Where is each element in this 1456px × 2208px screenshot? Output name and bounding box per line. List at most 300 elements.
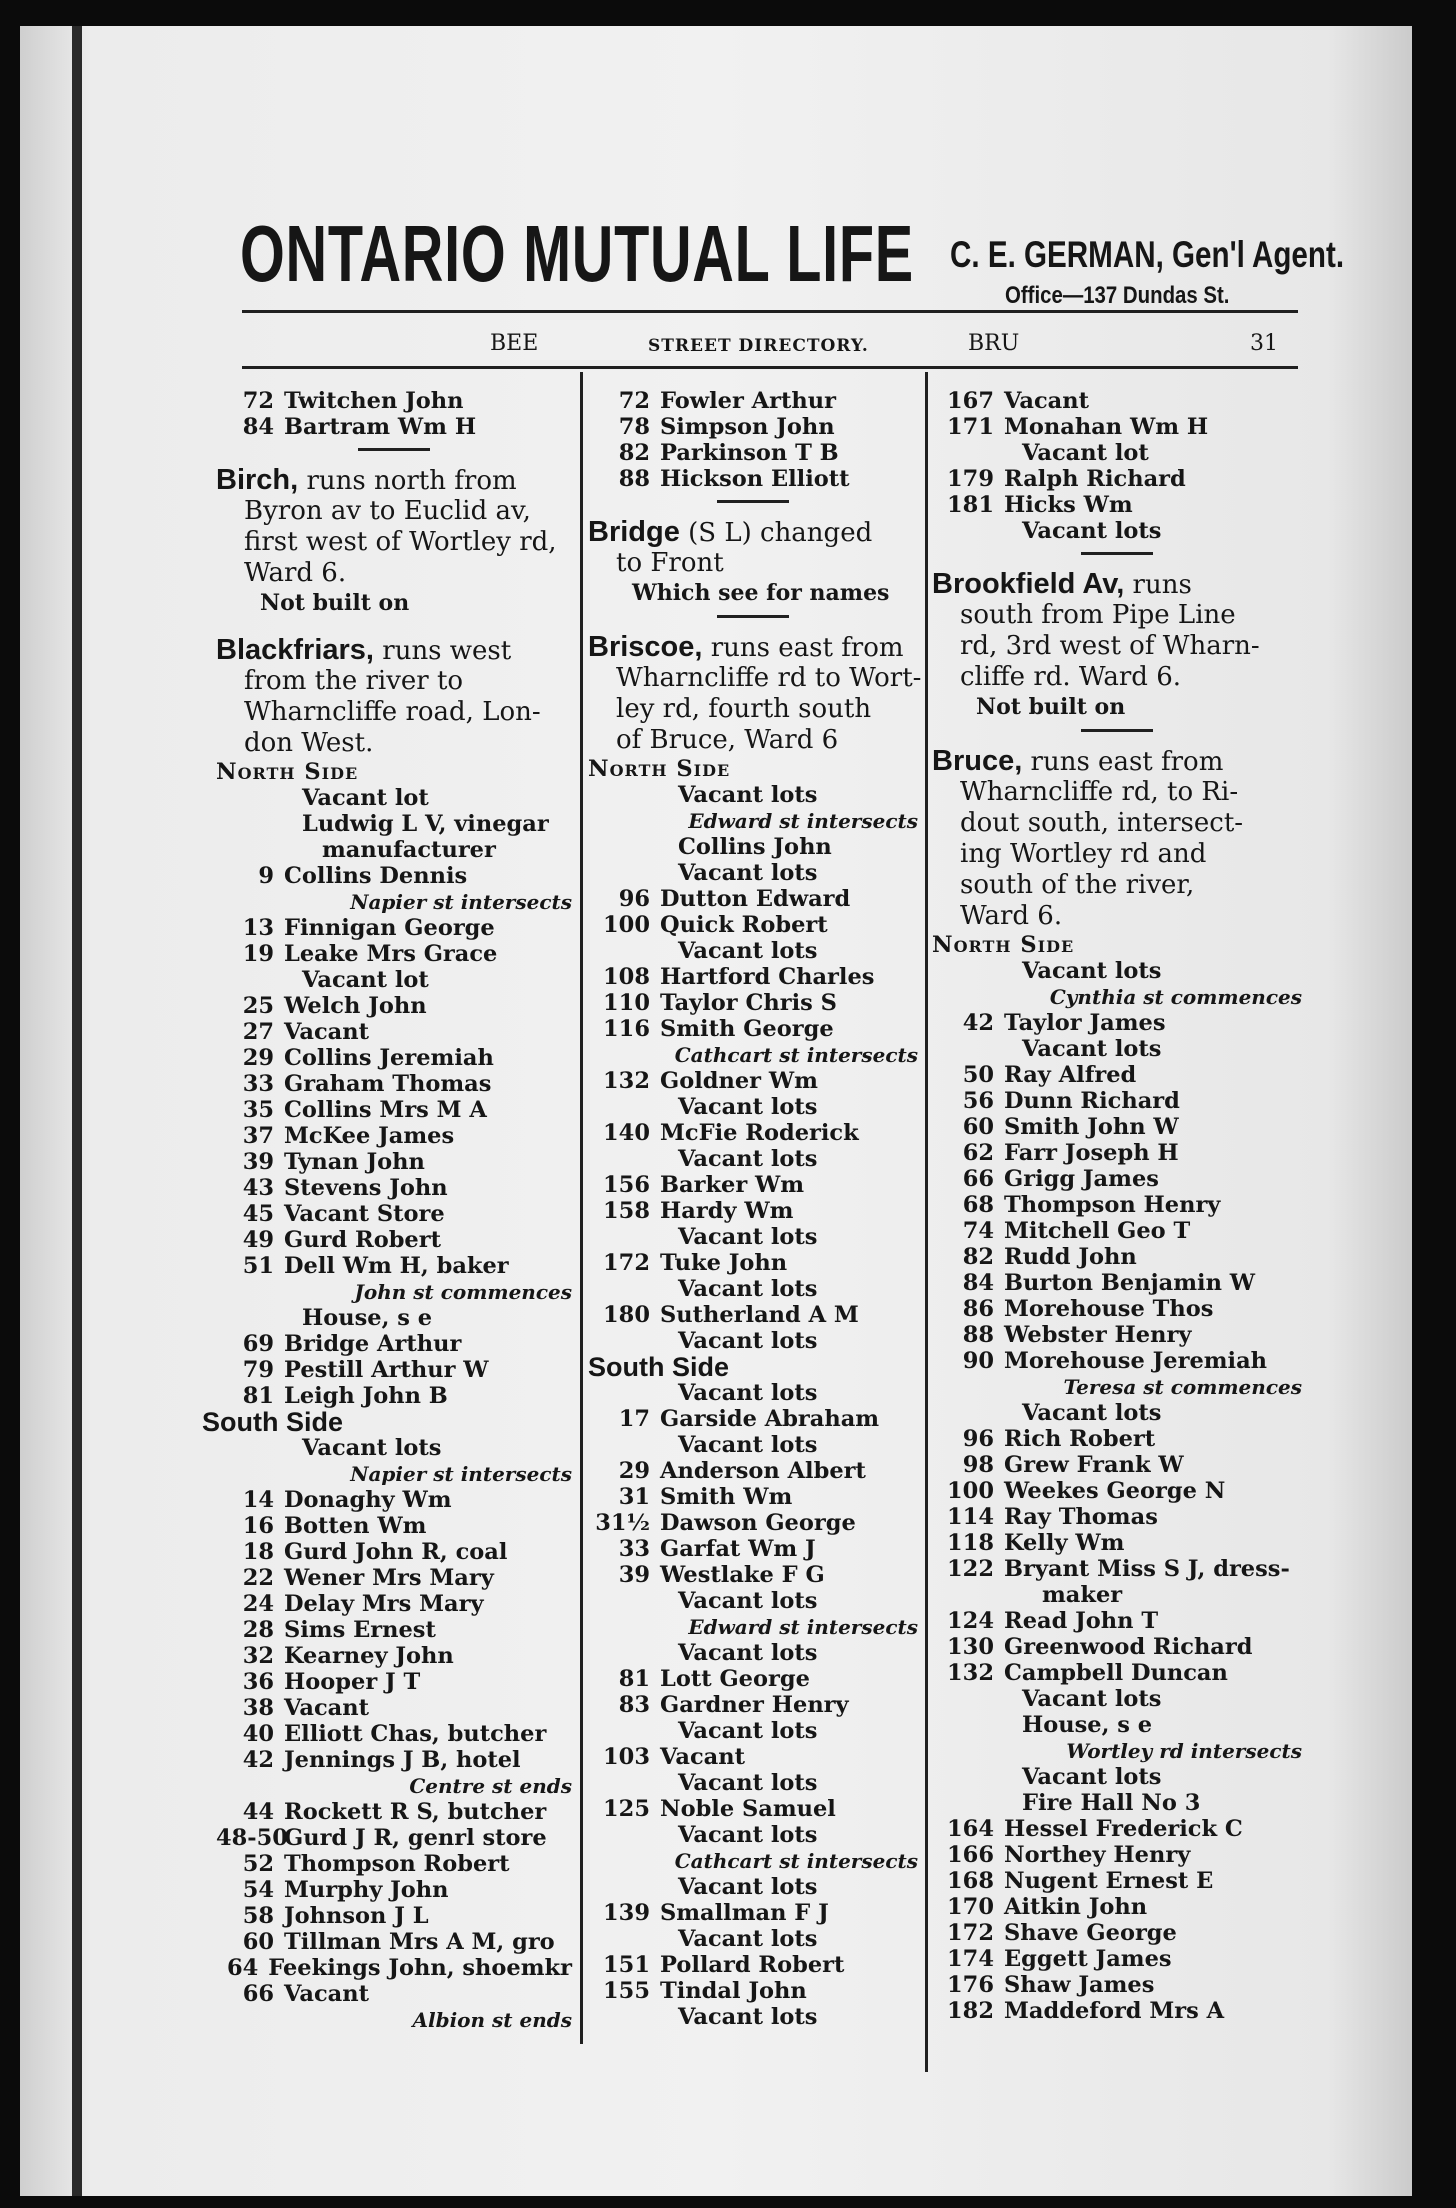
directory-listing: [932, 1868, 1302, 1894]
house-number: 122: [947, 1556, 994, 1582]
street-description: don West.: [244, 728, 374, 758]
directory-listing: [588, 1224, 918, 1250]
directory-listing: [588, 1536, 918, 1562]
street-description: to Front: [616, 548, 724, 578]
house-number: 166: [947, 1842, 994, 1868]
directory-listing: [932, 1998, 1302, 2024]
entry-separator: [717, 500, 789, 503]
directory-listing: [588, 834, 918, 860]
directory-listing: [932, 1504, 1302, 1530]
street-description: south from Pipe Line: [960, 600, 1236, 630]
directory-listing: [932, 1842, 1302, 1868]
directory-listing: [588, 938, 918, 964]
resident-name: Vacant lots: [678, 1276, 818, 1302]
directory-listing: [932, 1530, 1302, 1556]
resident-name: Lott George: [660, 1666, 810, 1692]
house-number: 167: [947, 388, 994, 414]
directory-listing: [588, 1484, 918, 1510]
directory-listing: [216, 1669, 572, 1695]
directory-listing: [932, 1270, 1302, 1296]
cross-street-text: Cynthia st commences: [1049, 985, 1302, 1009]
resident-name: Ray Alfred: [1004, 1062, 1137, 1088]
house-number: 51: [242, 1253, 274, 1279]
directory-listing: [216, 915, 572, 941]
side-heading: North Side: [588, 756, 731, 782]
resident-name: Hartford Charles: [660, 964, 875, 990]
directory-listing: [588, 1016, 918, 1042]
resident-name: Leigh John B: [284, 1383, 448, 1409]
resident-name: Collins Jeremiah: [284, 1045, 494, 1071]
house-number: 16: [242, 1513, 274, 1539]
street-description: Wharncliffe road, Lon-: [244, 697, 541, 727]
street-description: rd, 3rd west of Wharn-: [960, 631, 1260, 661]
directory-listing: [588, 440, 918, 466]
directory-listing: [216, 1565, 572, 1591]
directory-listing: [216, 388, 572, 414]
house-number: 140: [603, 1120, 650, 1146]
street-description: of Bruce, Ward 6: [616, 725, 839, 755]
house-number: 88: [618, 466, 650, 492]
resident-name: Ralph Richard: [1004, 466, 1186, 492]
house-number: 52: [242, 1851, 274, 1877]
house-number: 38: [242, 1695, 274, 1721]
street-description: dout south, intersect-: [960, 808, 1244, 838]
street-description: Ward 6.: [960, 901, 1063, 931]
directory-listing: [932, 1816, 1302, 1842]
directory-listing: [216, 1721, 572, 1747]
resident-name: Graham Thomas: [284, 1071, 492, 1097]
house-number: 66: [962, 1166, 994, 1192]
directory-listing: [932, 1712, 1302, 1738]
resident-name: Kelly Wm: [1004, 1530, 1125, 1556]
resident-name: Vacant lots: [678, 1770, 818, 1796]
resident-name: Morehouse Thos: [1004, 1296, 1214, 1322]
resident-name: Kearney John: [284, 1643, 454, 1669]
resident-name: Leake Mrs Grace: [284, 941, 498, 967]
resident-name: Dunn Richard: [1004, 1088, 1180, 1114]
directory-listing: [932, 1972, 1302, 1998]
resident-name: Twitchen John: [284, 388, 464, 414]
house-number: 114: [947, 1504, 994, 1530]
directory-listing: [588, 1198, 918, 1224]
cross-street-note: [588, 808, 918, 834]
cross-street-note: [216, 1279, 572, 1305]
cross-street-note: [932, 984, 1302, 1010]
directory-listing: [588, 1458, 918, 1484]
street-name: Bruce,: [932, 745, 1023, 777]
resident-name: Campbell Duncan: [1004, 1660, 1228, 1686]
directory-listing: [932, 1478, 1302, 1504]
street-note: Not built on: [260, 590, 410, 616]
street-description: ley rd, fourth south: [616, 694, 872, 724]
resident-name: Greenwood Richard: [1004, 1634, 1253, 1660]
resident-name: Quick Robert: [660, 912, 828, 938]
house-number: 17: [618, 1406, 650, 1432]
cross-street-note: [588, 1614, 918, 1640]
directory-listing: [216, 941, 572, 967]
street-description: runs north from: [306, 466, 517, 496]
house-number: 42: [962, 1010, 994, 1036]
resident-name: Collins Mrs M A: [284, 1097, 487, 1123]
header-rule-bottom: [242, 366, 1298, 369]
directory-listing: [216, 863, 572, 889]
resident-name: Fire Hall No 3: [1022, 1790, 1201, 1816]
house-number: 39: [242, 1149, 274, 1175]
house-number: 50: [962, 1062, 994, 1088]
house-number: 35: [242, 1097, 274, 1123]
house-number: 22: [242, 1565, 274, 1591]
directory-listing: [216, 1019, 572, 1045]
directory-listing: [932, 1218, 1302, 1244]
directory-listing: [932, 388, 1302, 414]
running-head-center: STREET DIRECTORY.: [648, 336, 869, 356]
resident-name: Hessel Frederick C: [1004, 1816, 1243, 1842]
house-number: 88: [962, 1322, 994, 1348]
column-divider-1: [580, 372, 583, 2044]
directory-listing: [932, 440, 1302, 466]
directory-listing: [588, 466, 918, 492]
street-description: Byron av to Euclid av,: [244, 496, 531, 526]
house-number: 68: [962, 1192, 994, 1218]
cross-street-text: Edward st intersects: [688, 1615, 918, 1639]
street-name: Bridge: [588, 516, 680, 548]
resident-name: Welch John: [284, 993, 427, 1019]
directory-listing: [216, 1591, 572, 1617]
house-number: 37: [242, 1123, 274, 1149]
resident-name: Farr Joseph H: [1004, 1140, 1179, 1166]
resident-name: Vacant lots: [678, 938, 818, 964]
resident-name: Vacant lots: [1022, 1764, 1162, 1790]
street-description: Ward 6.: [244, 558, 347, 588]
house-number: 31: [618, 1484, 650, 1510]
street-entry-bridge: [588, 517, 918, 579]
resident-name: Tuke John: [660, 1250, 788, 1276]
column-3: [932, 388, 1302, 2024]
house-number: 14: [242, 1487, 274, 1513]
page-binding-edge: [72, 26, 82, 2196]
directory-listing: [216, 1123, 572, 1149]
resident-name: Read John T: [1004, 1608, 1159, 1634]
directory-listing: [932, 1556, 1302, 1582]
resident-name: Hooper J T: [284, 1669, 421, 1695]
house-number: 27: [242, 1019, 274, 1045]
resident-name: Vacant lots: [678, 1380, 818, 1406]
directory-listing: [932, 1322, 1302, 1348]
directory-listing: [216, 1539, 572, 1565]
directory-listing: [216, 1331, 572, 1357]
directory-listing: [216, 1227, 572, 1253]
house-number: 69: [242, 1331, 274, 1357]
resident-name: Wener Mrs Mary: [284, 1565, 494, 1591]
resident-name: Smith John W: [1004, 1114, 1179, 1140]
cross-street-text: John st commences: [354, 1280, 572, 1304]
cross-street-note: [588, 1848, 918, 1874]
resident-name: Nugent Ernest E: [1004, 1868, 1214, 1894]
house-number: 83: [618, 1692, 650, 1718]
house-number: 13: [242, 915, 274, 941]
resident-name: Vacant lots: [678, 1146, 818, 1172]
house-number: 90: [962, 1348, 994, 1374]
resident-name: Finnigan George: [284, 915, 495, 941]
resident-name: Pollard Robert: [660, 1952, 845, 1978]
side-heading: South Side: [202, 1407, 343, 1437]
directory-listing: [588, 1068, 918, 1094]
house-number: 9: [258, 863, 274, 889]
street-description: first west of Wortley rd,: [244, 527, 557, 557]
house-number: 151: [603, 1952, 650, 1978]
street-name: Birch,: [216, 464, 299, 496]
cross-street-text: Cathcart st intersects: [674, 1849, 918, 1873]
directory-listing: [216, 1305, 572, 1331]
resident-name: Donaghy Wm: [284, 1487, 452, 1513]
house-number: 130: [947, 1634, 994, 1660]
cross-street-note: [216, 1773, 572, 1799]
directory-listing: [216, 811, 572, 837]
resident-name: Bridge Arthur: [284, 1331, 462, 1357]
directory-listing: [932, 1088, 1302, 1114]
directory-listing: [932, 1400, 1302, 1426]
street-description: runs west: [382, 636, 512, 666]
column-divider-2: [925, 372, 928, 2072]
house-number: 176: [947, 1972, 994, 1998]
resident-name: Smith George: [660, 1016, 834, 1042]
resident-name: Rockett R S, butcher: [284, 1799, 547, 1825]
resident-name: Gurd John R, coal: [284, 1539, 508, 1565]
house-number: 72: [242, 388, 274, 414]
street-entry-birch: [216, 465, 572, 589]
house-number: 81: [242, 1383, 274, 1409]
directory-listing: [932, 1426, 1302, 1452]
directory-listing: [932, 1894, 1302, 1920]
directory-listing: [932, 1764, 1302, 1790]
resident-name: Anderson Albert: [660, 1458, 866, 1484]
entry-separator: [1081, 552, 1153, 555]
resident-name: Vacant lots: [678, 1588, 818, 1614]
house-number: 44: [242, 1799, 274, 1825]
house-number: 118: [947, 1530, 994, 1556]
directory-listing: [588, 1328, 918, 1354]
house-number: 132: [947, 1660, 994, 1686]
resident-name: Dutton Edward: [660, 886, 851, 912]
house-number: 84: [242, 414, 274, 440]
house-number: 155: [603, 1978, 650, 2004]
house-number: 103: [603, 1744, 650, 1770]
cross-street-text: Albion st ends: [412, 2008, 572, 2032]
directory-listing: [588, 1380, 918, 1406]
resident-name: Sutherland A M: [660, 1302, 859, 1328]
resident-name: Bryant Miss S J, dress-: [1004, 1556, 1290, 1582]
directory-listing: [216, 1149, 572, 1175]
resident-name: Vacant: [1004, 388, 1090, 414]
directory-listing: [588, 860, 918, 886]
resident-name: Shaw James: [1004, 1972, 1155, 1998]
resident-name: Vacant lots: [678, 782, 818, 808]
house-number: 33: [242, 1071, 274, 1097]
directory-listing: [216, 1695, 572, 1721]
resident-name: Botten Wm: [284, 1513, 427, 1539]
house-number: 81: [618, 1666, 650, 1692]
directory-listing: [216, 1487, 572, 1513]
resident-name: Garfat Wm J: [660, 1536, 816, 1562]
resident-name: Gurd J R, genrl store: [284, 1825, 547, 1851]
directory-listing: [932, 1660, 1302, 1686]
directory-listing: [588, 1978, 918, 2004]
resident-name: Vacant lots: [678, 1328, 818, 1354]
resident-name: Weekes George N: [1004, 1478, 1226, 1504]
house-number: 179: [947, 466, 994, 492]
house-number: 25: [242, 993, 274, 1019]
resident-name: Thompson Robert: [284, 1851, 510, 1877]
directory-listing: [216, 785, 572, 811]
directory-listing: [932, 1140, 1302, 1166]
house-number: 19: [242, 941, 274, 967]
directory-listing: [588, 1588, 918, 1614]
directory-listing: [932, 414, 1302, 440]
house-number: 24: [242, 1591, 274, 1617]
directory-listing: [216, 1851, 572, 1877]
resident-name: Pestill Arthur W: [284, 1357, 489, 1383]
resident-name: Tindal John: [660, 1978, 807, 2004]
resident-name: Westlake F G: [660, 1562, 825, 1588]
resident-name: Vacant lots: [1022, 1400, 1162, 1426]
directory-listing: [932, 1166, 1302, 1192]
directory-listing: [216, 1513, 572, 1539]
resident-name: Sims Ernest: [284, 1617, 436, 1643]
resident-name: Morehouse Jeremiah: [1004, 1348, 1268, 1374]
directory-listing: [932, 492, 1302, 518]
directory-listing: [588, 1952, 918, 1978]
house-number: 64: [226, 1955, 259, 1981]
directory-listing: [932, 1348, 1302, 1374]
directory-listing: [588, 1692, 918, 1718]
directory-listing: [216, 1617, 572, 1643]
resident-name: Hardy Wm: [660, 1198, 794, 1224]
directory-listing: [216, 1045, 572, 1071]
resident-name: Vacant lots: [678, 860, 818, 886]
house-number: 39: [618, 1562, 650, 1588]
directory-listing: [588, 1900, 918, 1926]
resident-name: Dell Wm H, baker: [284, 1253, 509, 1279]
house-number: 82: [618, 440, 650, 466]
resident-name: Gurd Robert: [284, 1227, 441, 1253]
directory-listing: [588, 886, 918, 912]
cross-street-text: Edward st intersects: [688, 809, 918, 833]
resident-name: Murphy John: [284, 1877, 449, 1903]
house-number: 96: [962, 1426, 994, 1452]
directory-listing: [588, 2004, 918, 2030]
house-number: 74: [962, 1218, 994, 1244]
house-number: 84: [962, 1270, 994, 1296]
directory-listing: [588, 1432, 918, 1458]
street-entry-blackfriars: [216, 635, 572, 759]
resident-name: Jennings J B, hotel: [284, 1747, 521, 1773]
cross-street-text: Wortley rd intersects: [1066, 1739, 1302, 1763]
resident-name: Fowler Arthur: [660, 388, 836, 414]
resident-name: Vacant lots: [678, 1640, 818, 1666]
resident-name: Monahan Wm H: [1004, 414, 1209, 440]
house-number: 54: [242, 1877, 274, 1903]
directory-listing: [588, 1120, 918, 1146]
resident-name: Northey Henry: [1004, 1842, 1191, 1868]
street-note: Which see for names: [632, 580, 890, 606]
directory-listing: [216, 1097, 572, 1123]
cross-street-text: Napier st intersects: [350, 890, 572, 914]
directory-listing: [588, 1302, 918, 1328]
house-number: 171: [947, 414, 994, 440]
resident-name: Vacant lots: [678, 1926, 818, 1952]
directory-listing: [588, 1926, 918, 1952]
house-number: 98: [962, 1452, 994, 1478]
directory-listing: [932, 1192, 1302, 1218]
directory-listing: [588, 1770, 918, 1796]
directory-listing: [216, 1799, 572, 1825]
directory-listing: [588, 1874, 918, 1900]
directory-listing: [588, 1172, 918, 1198]
street-entry-bruce: [932, 746, 1302, 932]
directory-listing: [216, 1383, 572, 1409]
resident-name: Vacant lot: [1022, 440, 1149, 466]
house-number: 78: [618, 414, 650, 440]
house-number: 180: [603, 1302, 650, 1328]
resident-name: Collins Dennis: [284, 863, 468, 889]
resident-name: Gardner Henry: [660, 1692, 849, 1718]
directory-listing: [932, 1686, 1302, 1712]
cross-street-text: Teresa st commences: [1063, 1375, 1302, 1399]
street-note: Not built on: [976, 694, 1126, 720]
resident-name: Vacant lots: [1022, 1036, 1162, 1062]
directory-listing: [216, 1955, 572, 1981]
resident-name: Tynan John: [284, 1149, 425, 1175]
house-number: 42: [242, 1747, 274, 1773]
resident-name: Grew Frank W: [1004, 1452, 1184, 1478]
resident-name: maker: [1042, 1582, 1123, 1608]
resident-name: Vacant lots: [678, 1874, 818, 1900]
resident-name: Rich Robert: [1004, 1426, 1156, 1452]
directory-listing: [588, 1250, 918, 1276]
side-heading: South Side: [588, 1352, 729, 1382]
street-description: runs east from: [710, 633, 904, 663]
resident-name: Parkinson T B: [660, 440, 839, 466]
header-rule-top: [242, 310, 1298, 313]
house-number: 82: [962, 1244, 994, 1270]
resident-name: Delay Mrs Mary: [284, 1591, 484, 1617]
directory-listing: [588, 1822, 918, 1848]
house-number: 132: [603, 1068, 650, 1094]
house-number: 45: [242, 1201, 274, 1227]
directory-listing: [588, 1146, 918, 1172]
house-number: 18: [242, 1539, 274, 1565]
resident-name: Vacant lots: [678, 2004, 818, 2030]
directory-listing: [588, 1640, 918, 1666]
resident-name: Vacant lots: [678, 1432, 818, 1458]
house-number: 182: [947, 1998, 994, 2024]
page-number: 31: [1250, 331, 1278, 356]
directory-listing: [932, 1062, 1302, 1088]
house-number: 164: [947, 1816, 994, 1842]
house-number: 60: [962, 1114, 994, 1140]
directory-listing: [932, 1036, 1302, 1062]
resident-name: Vacant lots: [1022, 958, 1162, 984]
house-number: 48-50: [216, 1825, 288, 1851]
directory-listing: [932, 958, 1302, 984]
directory-listing: [932, 1790, 1302, 1816]
cross-street-note: [216, 1461, 572, 1487]
house-number: 29: [242, 1045, 274, 1071]
resident-name: Barker Wm: [660, 1172, 805, 1198]
resident-name: Mitchell Geo T: [1004, 1218, 1191, 1244]
resident-name: Noble Samuel: [660, 1796, 836, 1822]
house-number: 31½: [595, 1510, 650, 1536]
